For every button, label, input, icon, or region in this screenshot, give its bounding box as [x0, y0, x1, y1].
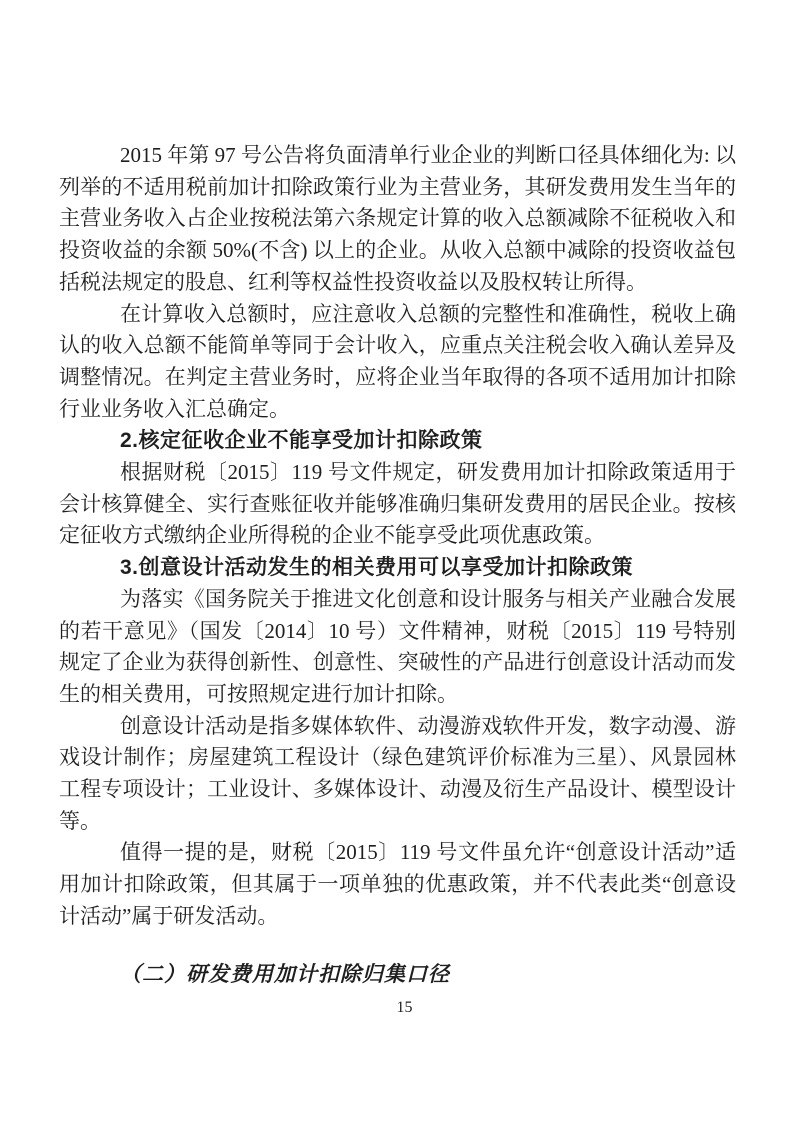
section-heading: （二）研发费用加计扣除归集口径	[120, 961, 450, 986]
body-paragraph: 在计算收入总额时，应注意收入总额的完整性和准确性，税收上确认的收入总额不能简单等同于会计收入，应重点关注税会收入确认差异及调整情况。在判定主营业务时，应将企业当年取得的各项不适用加计扣除行业业务收入汇总确定。	[59, 301, 736, 421]
numbered-heading: 2.核定征收企业不能享受加计扣除政策	[120, 429, 483, 453]
body-paragraph: 值得一提的是，财税〔2015〕119 号文件虽允许“创意设计活动”适用加计扣除政策，但其属于一项单独的优惠政策，并不代表此类“创意设计活动”属于研发活动。	[59, 840, 736, 928]
body-paragraph: 为落实《国务院关于推进文化创意和设计服务与相关产业融合发展的若干意见》（国发〔2014〕10 号）文件精神，财税〔2015〕119 号特别规定了企业为获得创新性、创意性、突破性的产品进行创意设计活动而发生的相关费用，可按照规定进行加计扣除。	[59, 586, 736, 706]
body-paragraph: 2015 年第 97 号公告将负面清单行业企业的判断口径具体细化为: 以列举的不适用税前加计扣除政策行业为主营业务，其研发费用发生当年的主营业务收入占企业按税法第六条规定计算的收入总额减除不征税收入和投资收益的余额 50%(不含) 以上的企业。从收入总额中减除的投资收益包括税法规定的股息、红利等权益性投资收益以及股权转让所得。	[59, 143, 736, 294]
numbered-heading: 3.创意设计活动发生的相关费用可以享受加计扣除政策	[120, 556, 634, 580]
body-paragraph: 创意设计活动是指多媒体软件、动漫游戏软件开发，数字动漫、游戏设计制作；房屋建筑工程设计（绿色建筑评价标准为三星）、风景园林工程专项设计；工业设计、多媒体设计、动漫及衍生产品设计、模型设计等。	[59, 713, 736, 833]
page-number: 15	[396, 999, 413, 1016]
page-content	[59, 140, 736, 990]
body-paragraph: 根据财税〔2015〕119 号文件规定，研发费用加计扣除政策适用于会计核算健全、实行查账征收并能够准确归集研发费用的居民企业。按核定征收方式缴纳企业所得税的企业不能享受此项优惠政策。	[59, 460, 736, 548]
